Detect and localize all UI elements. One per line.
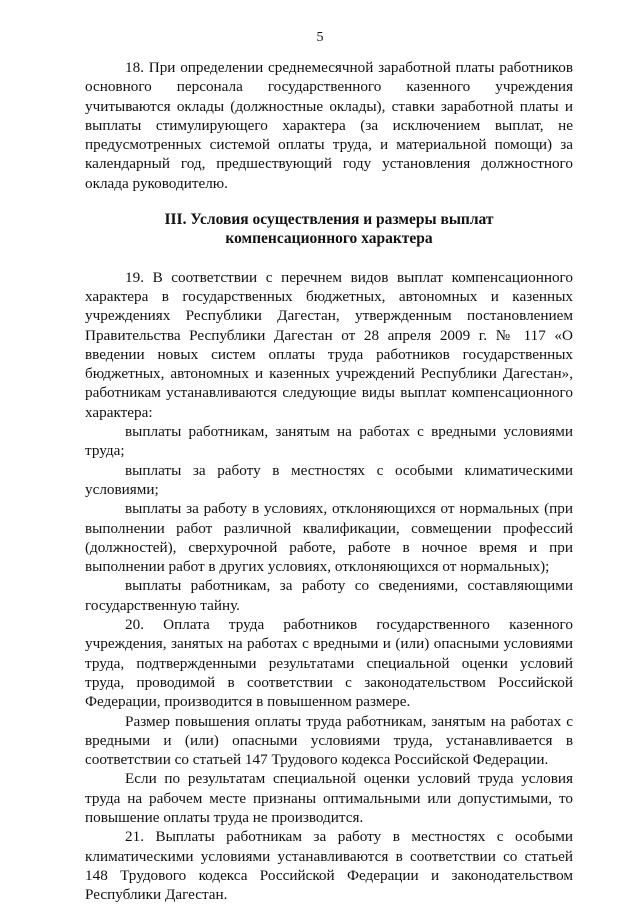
paragraph-21: 21. Выплаты работникам за работу в местностях с особыми климатическими условиями устанавливаются в соответствии со статьей 148 Трудового кодекса Российской Федерации и законодательством Республики Дагестан. [85, 828, 573, 904]
paragraph-19: 19. В соответствии с перечнем видов выплат компенсационного характера в государственных бюджетных, автономных и казенных учреждениях Республики Дагестан, утвержденным постановлением Правительства Республики Дагестан от 28 апреля 2009 г. № 117 «О введении новых систем оплаты труда работников государственных бюджетных, автономных и казенных учреждений Республики Дагестан», работникам устанавливаются следующие виды выплат компенсационного характера: [85, 268, 573, 421]
paragraph-no-increase: Если по результатам специальной оценки условий труда условия труда на рабочем месте признаны оптимальными или допустимыми, то повышение оплаты труда не производится. [85, 770, 573, 826]
page-number: 5 [316, 30, 324, 45]
list-item-state-secret: выплаты работникам, за работу со сведениями, составляющими государственную тайну. [85, 577, 573, 614]
paragraph-18: 18. При определении среднемесячной заработной платы работников основного персонала государственного казенного учреждения учитываются оклады (должностные оклады), ставки заработной платы и выплаты стимулирующего характера (за исключением выплат, не предусмотренных системой оплаты труда, и материальной помощи) за календарный год, предшествующий году установления должностного оклада руководителю. [85, 59, 573, 192]
list-item-harmful-conditions: выплаты работникам, занятым на работах с вредными условиями труда; [85, 423, 573, 460]
section-heading [85, 210, 573, 249]
section-heading-line-2: компенсационного характера [225, 230, 433, 248]
paragraph-increase-size: Размер повышения оплаты труда работникам, занятым на работах с вредными и (или) опасными условиями труда, устанавливается в соответствии со статьей 147 Трудового кодекса Российской Федерации. [85, 712, 573, 769]
list-item-abnormal-conditions: выплаты за работу в условиях, отклоняющихся от нормальных (при выполнении работ различной квалификации, совмещении профессий (должностей), сверхурочной работе, работе в ночное время и при выполнении работ в других условиях, отклоняющихся от нормальных); [85, 500, 573, 576]
list-item-climatic-conditions: выплаты за работу в местностях с особыми климатическими условиями; [85, 461, 573, 498]
section-heading-line-1: III. Условия осуществления и размеры выплат [164, 211, 494, 229]
document-body [85, 58, 573, 904]
paragraph-20: 20. Оплата труда работников государственного казенного учреждения, занятых на работах с вредными и (или) опасными условиями труда, подтвержденными результатами специальной оценки условий труда, проводимой в соответствии с законодательством Российской Федерации, производится в повышенном размере. [85, 616, 573, 711]
